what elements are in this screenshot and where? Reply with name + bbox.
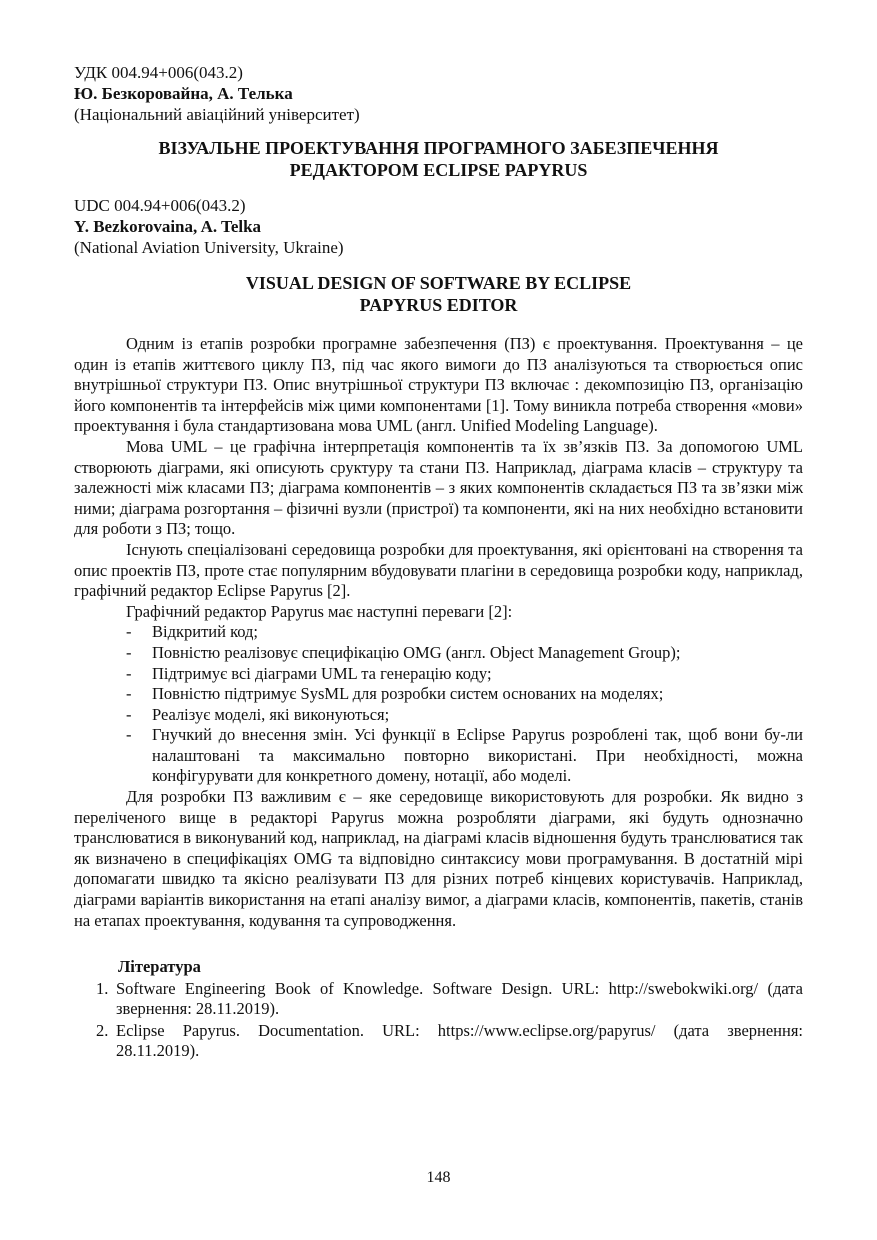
page-number: 148 [426,1169,451,1186]
advantages-list [74,622,803,787]
body-paragraph-4: Графічний редактор Papyrus має наступні переваги [2]: [126,601,513,621]
list-item-text: Повністю підтримує SysML для розробки систем основаних на моделях; [152,684,664,704]
reference-item [74,979,803,1019]
udk-code: УДК 004.94+006(043.2) [74,63,243,82]
title-en-line2: PAPYRUS EDITOR [359,295,518,315]
affiliation-en: (National Aviation University, Ukraine) [74,238,344,257]
body-paragraph-3: Існують спеціалізовані середовища розробки для проектування, які орієнтовані на створення та опис проектів ПЗ, проте стає популярним вбудовувати плагіни в середовища розробки коду, наприклад, графічний редактор Eclipse Papyrus [2]. [74,539,803,601]
reference-item [74,1021,803,1061]
literature-heading: Література [118,957,201,977]
list-item [74,684,803,705]
list-item [74,664,803,685]
authors-en: Y. Bezkorovaina, A. Telka [74,217,262,236]
list-item-text: Підтримує всі діаграми UML та генерацію коду; [152,663,492,683]
udc-code: UDC 004.94+006(043.2) [74,196,246,215]
list-item-text: Повністю реалізовує специфікацію OMG (англ. Object Management Group); [152,642,681,662]
list-dash: - [126,704,132,724]
list-item-text: Відкритий код; [152,622,259,642]
title-en-line1: VISUAL DESIGN OF SOFTWARE BY ECLIPSE [245,273,632,293]
list-item-text: Реалізує моделі, які виконуються; [152,704,390,724]
list-dash: - [126,663,132,683]
list-dash: - [126,622,132,642]
reference-text: Software Engineering Book of Knowledge. Software Design. URL: http://swebokwiki.org/ (дата звернення: 28.11.2019). [116,979,803,1019]
reference-text: Eclipse Papyrus. Documentation. URL: https://www.eclipse.org/papyrus/ (дата звернення: 28.11.2019). [116,1021,803,1061]
reference-number: 2. [96,1021,109,1041]
reference-number: 1. [96,979,109,999]
list-item [74,622,803,643]
list-item [74,725,803,787]
list-item [74,705,803,726]
list-item-text: Гнучкий до внесення змін. Усі функції в Eclipse Papyrus розроблені так, щоб вони бу-ли налаштовані та максимально повторно використані. При необхідності, можна конфігурувати для конкретного домену, нотації, або моделі. [152,725,803,786]
body-paragraph-5: Для розробки ПЗ важливим є – яке середовище використовують для розробки. Як видно з переліченого вище в редакторі Papyrus можна розробляти діаграми, які будуть однозначно транслюватися в виконуваний код, наприклад, на діаграмі класів відношення будуть транслюватися так як визначено в специфікаціях OMG та відповідно синтаксису мови програмування. В достатній мірі допомагати швидко та якісно реалізувати ПЗ для різних потреб кінцевих користувачів. Наприклад, діаграми варіантів використання на етапі аналізу вимог, а діаграми класів, компонентів, пакетів, станів на етапах проектування, кодування та супроводження. [74,787,803,930]
references-list [74,979,803,1061]
affiliation-ua: (Національний авіаційний університет) [74,105,360,124]
authors-ua: Ю. Безкоровайна, А. Телька [74,84,293,103]
list-dash: - [126,725,132,745]
body-paragraph-1: Одним із етапів розробки програмне забезпечення (ПЗ) є проектування. Проектування – це один із етапів життєвого циклу ПЗ, під час якого вимоги до ПЗ аналізуються та створюється опис внутрішньої структури ПЗ. Опис внутрішньої структури ПЗ включає : декомпозицію ПЗ, організацію його компонентів та інтерфейсів між цими компонентами [1]. Тому виникла потреба створення «мови» проектування і була стандартизована мова UML (англ. Unified Modeling Language). [74,334,803,436]
title-ua-line1: ВІЗУАЛЬНЕ ПРОЕКТУВАННЯ ПРОГРАМНОГО ЗАБЕЗПЕЧЕННЯ [158,138,719,158]
list-item [74,643,803,664]
title-en [74,272,803,316]
list-dash: - [126,642,132,662]
title-ua-line2: РЕДАКТОРОМ ECLIPSE PAPYRUS [289,160,588,180]
title-ua [74,137,803,181]
list-dash: - [126,684,132,704]
body-paragraph-2: Мова UML – це графічна інтерпретація компонентів та їх зв’язків ПЗ. За допомогою UML створюють діаграми, які описують сруктуру та стани ПЗ. Наприклад, діаграма класів – структуру та залежності між класами ПЗ; діаграма компонентів – з яких компонентів складається ПЗ та зв’язки між ними; діаграма розгортання – фізичні вузли (пристрої) та компоненти, які на них необхідно встановити для роботи з ПЗ; тощо. [74,436,803,539]
